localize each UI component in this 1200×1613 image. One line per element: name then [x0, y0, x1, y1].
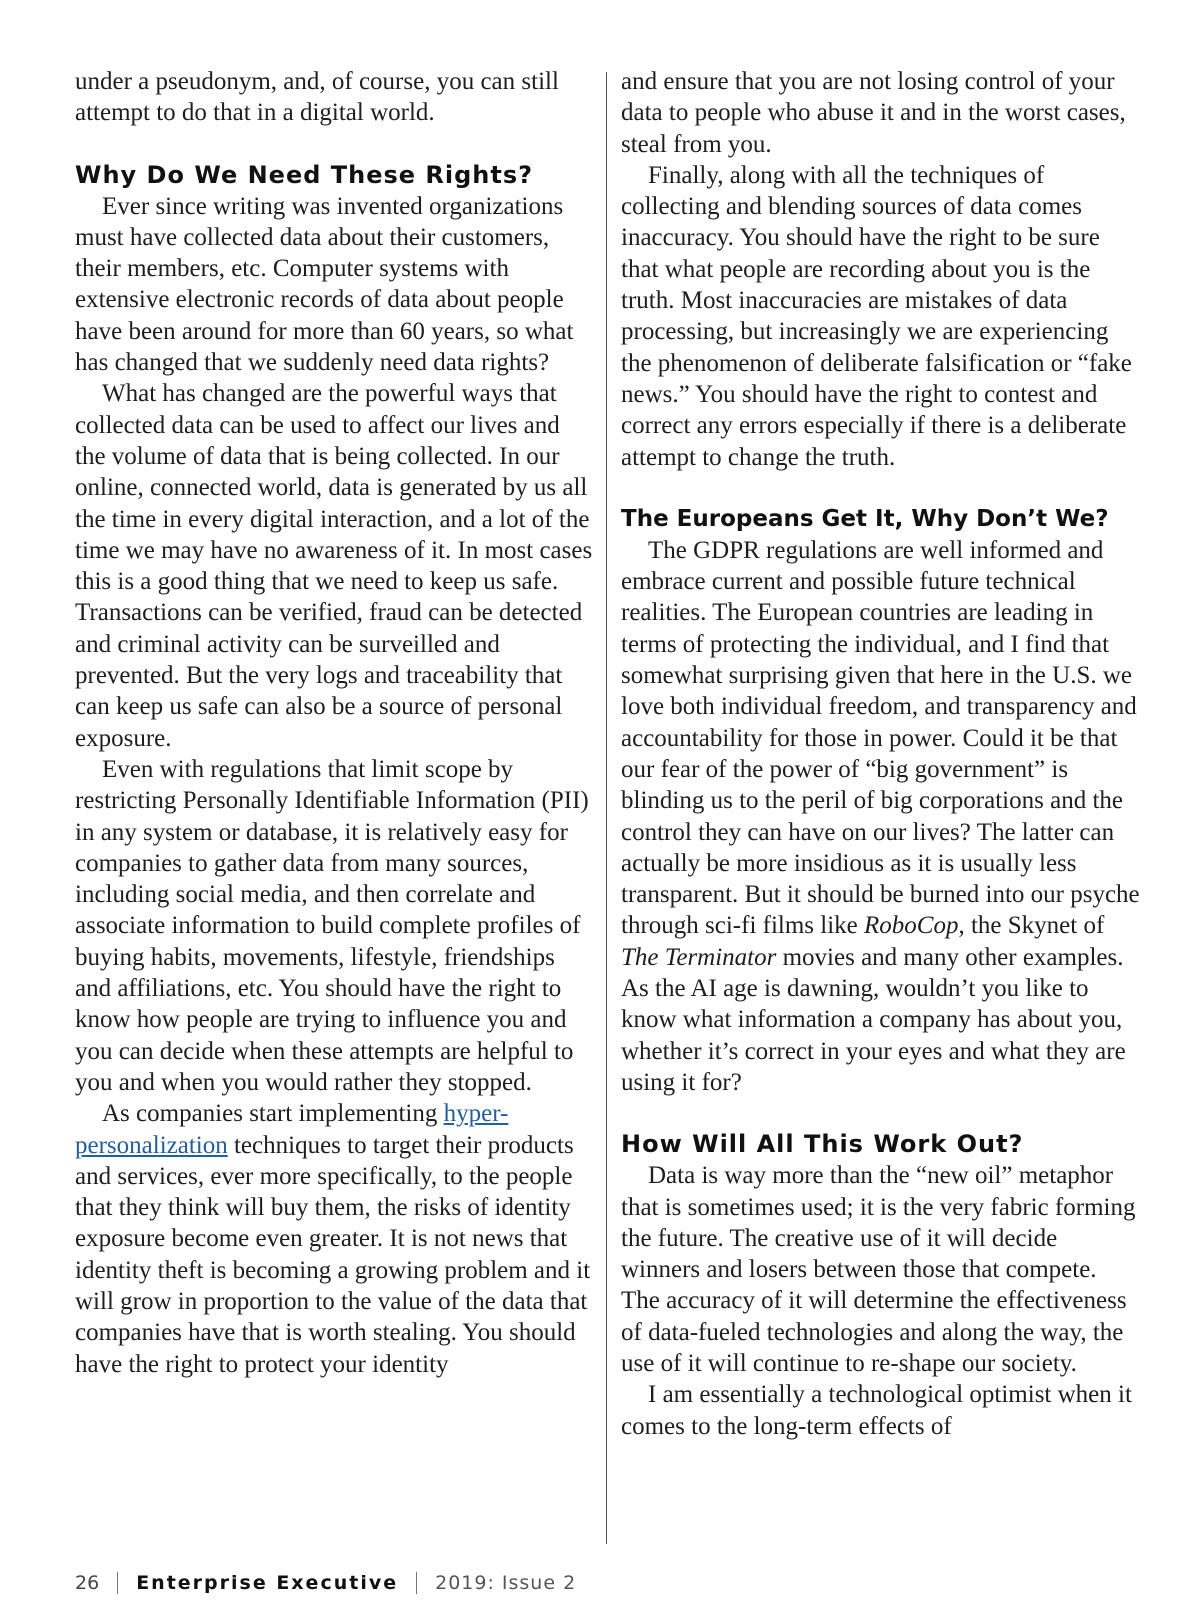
left-column: [75, 66, 593, 1380]
paragraph-hyper-personalization: [75, 1098, 593, 1380]
paragraph: Finally, along with all the techniques of collecting and blending sources of data comes inaccuracy. You should have the right to be sure that what people are recording about you is the truth. Most inaccuracies are mistakes of data processing, but increasingly we are experiencing the phenomenon of deliberate falsification or “fake news.” You should have the right to contest and correct any errors especially if there is a deliberate attempt to change the truth.: [621, 161, 1132, 471]
paragraph: Data is way more than the “new oil” metaphor that is sometimes used; it is the very fabric forming the future. The creative use of it will decide winners and losers between those that compete. The accuracy of it will determine the effectiveness of data-fueled technologies and along the way, the use of it will continue to re-shape our society.: [621, 1162, 1136, 1377]
hyper-personalization-link[interactable]: hyper-personalization: [75, 1100, 509, 1159]
paragraph: Ever since writing was invented organizations must have collected data about their customers, their members, etc. Computer systems with extensive electronic records of data about people have been around for more than 60 years, so what has changed that we suddenly need data rights?: [75, 192, 574, 377]
text-span: As companies start implementing: [102, 1100, 444, 1128]
text-span: , the Skynet of: [958, 912, 1105, 940]
paragraph-gdpr: [621, 535, 1141, 1098]
heading-how-work-out: How Will All This Work Out?: [621, 1130, 1024, 1159]
film-title-robocop: RoboCop: [864, 912, 959, 940]
page-footer: [75, 1567, 576, 1599]
text-span: The GDPR regulations are well informed and embrace current and possible future technical realities. The European countries are leading in terms of protecting the individual, and I find that somewhat surprising given that here in the U.S. we love both individual freedom, and transparency and accountability for those in power. Could it be that our fear of the power of “big government” is blinding us to the peril of big corporations and the control they can have on our lives? The latter can actually be more insidious as it is usually less transparent. But it should be burned into our psyche through sci-fi films like: [621, 536, 1140, 940]
footer-separator: [117, 1572, 118, 1594]
issue-label: 2019: Issue 2: [435, 1572, 577, 1594]
text-span: techniques to target their products and services, ever more specifically, to the people that they think will buy them, the risks of identity exposure become even greater. It is not news that identity theft is becoming a growing problem and it will grow in proportion to the value of the data that companies have that is worth stealing. You should have the right to protect your identity: [75, 1131, 591, 1378]
magazine-name: Enterprise Executive: [136, 1572, 399, 1594]
heading-why-rights: Why Do We Need These Rights?: [75, 160, 534, 189]
paragraph: Even with regulations that limit scope by restricting Personally Identifiable Information (PII) in any system or database, it is relatively easy for companies to gather data from many sources, including social media, and then correlate and associate information to build complete profiles of buying habits, movements, lifestyle, friendships and affiliations, etc. You should have the right to know how people are trying to influence you and you can decide when these attempts are helpful to you and when you would rather they stopped.: [75, 755, 589, 1096]
paragraph: I am essentially a technological optimist when it comes to the long-term effects of: [621, 1381, 1132, 1440]
paragraph-continuation: and ensure that you are not losing control of your data to people who abuse it and in the worst cases, steal from you.: [621, 68, 1126, 158]
heading-europeans: The Europeans Get It, Why Don’t We?: [621, 505, 1109, 532]
page-number: 26: [75, 1572, 100, 1594]
film-title-terminator: The Terminator: [621, 943, 777, 971]
paragraph-continuation: under a pseudonym, and, of course, you can still attempt to do that in a digital world.: [75, 68, 559, 127]
text-span: movies and many other examples. As the AI age is dawning, wouldn’t you like to know what information a company has about you, whether it’s correct in your eyes and what they are using it for?: [621, 943, 1126, 1096]
column-divider: [606, 72, 607, 1544]
footer-separator: [416, 1572, 417, 1594]
right-column: [621, 66, 1141, 1442]
paragraph: What has changed are the powerful ways that collected data can be used to affect our lives and the volume of data that is being collected. In our online, connected world, data is generated by us all the time in every digital interaction, and a lot of the time we may have no awareness of it. In most cases this is a good thing that we need to keep us safe. Transactions can be verified, fraud can be detected and criminal activity can be surveilled and prevented. But the very logs and traceability that can keep us safe can also be a source of personal exposure.: [75, 380, 593, 752]
